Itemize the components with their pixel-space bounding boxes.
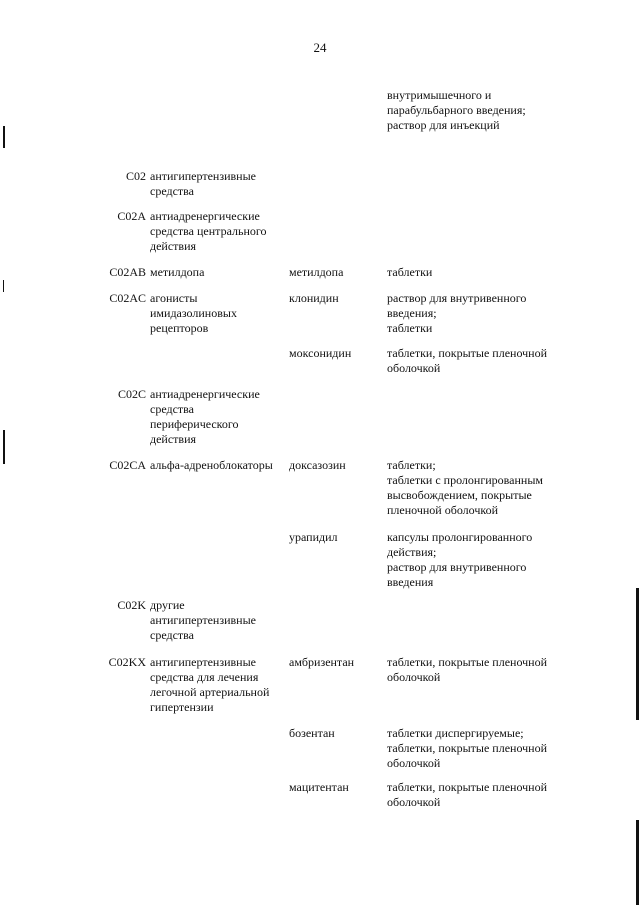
table-row-11-form: таблетки диспергируемые; таблетки, покрытые пленочной оболочкой (387, 726, 548, 770)
table-row-5-form: таблетки, покрытые пленочной оболочкой (387, 346, 548, 375)
table-row-4-drug: клонидин (289, 291, 339, 305)
table-row-10-drug: амбризентан (289, 655, 355, 669)
page-number: 24 (313, 40, 327, 55)
table-row-7-code: C02CA (109, 458, 146, 472)
table-row-12-form: таблетки, покрытые пленочной оболочкой (387, 780, 548, 809)
table-row-3-name: метилдопа (150, 265, 205, 279)
table-row-8-form: капсулы пролонгированного действия; раствор для внутривенного введения (387, 530, 533, 589)
table-row-5-drug: моксонидин (289, 346, 352, 360)
table-row-9-code: C02K (117, 598, 146, 612)
table-row-7-form: таблетки; таблетки с пролонгированным высвобождением, покрытые пленочной оболочкой (387, 458, 544, 517)
scan-mark (3, 280, 4, 292)
scan-mark (3, 430, 5, 464)
table-row-4-form: раствор для внутривенного введения; таблетки (387, 291, 527, 335)
table-row-7-drug: доксазозин (289, 458, 346, 472)
table-row-3-drug: метилдопа (289, 265, 344, 279)
table-row-3-code: C02AB (109, 265, 146, 279)
table-row-9-name: другие антигипертензивные средства (150, 598, 256, 642)
table-row-4-name: агонисты имидазолиновых рецепторов (150, 291, 237, 335)
table-row-12-drug: мацитентан (289, 780, 349, 794)
table-row-0-form: внутримышечного и парабульбарного введения; раствор для инъекций (387, 88, 526, 132)
scan-mark (636, 820, 639, 905)
table-row-2-code: C02A (117, 209, 146, 223)
table-row-8-drug: урапидил (289, 530, 338, 544)
scan-mark (3, 126, 5, 148)
table-row-6-code: C02C (117, 387, 146, 401)
table-row-6-name: антиадренергические средства периферического действия (150, 387, 260, 446)
table-row-1-code: C02 (125, 169, 146, 183)
table-row-11-drug: бозентан (289, 726, 335, 740)
table-row-4-code: C02AC (109, 291, 146, 305)
table-row-2-name: антиадренергические средства центрального действия (150, 209, 267, 253)
table-row-10-code: C02KX (108, 655, 146, 669)
scan-mark (636, 588, 639, 720)
table-row-3-form: таблетки (387, 265, 433, 279)
table-row-10-form: таблетки, покрытые пленочной оболочкой (387, 655, 548, 684)
table-row-1-name: антигипертензивные средства (150, 169, 256, 198)
table-row-7-name: альфа-адреноблокаторы (150, 458, 273, 472)
table-row-10-name: антигипертензивные средства для лечения легочной артериальной гипертензии (150, 655, 270, 714)
